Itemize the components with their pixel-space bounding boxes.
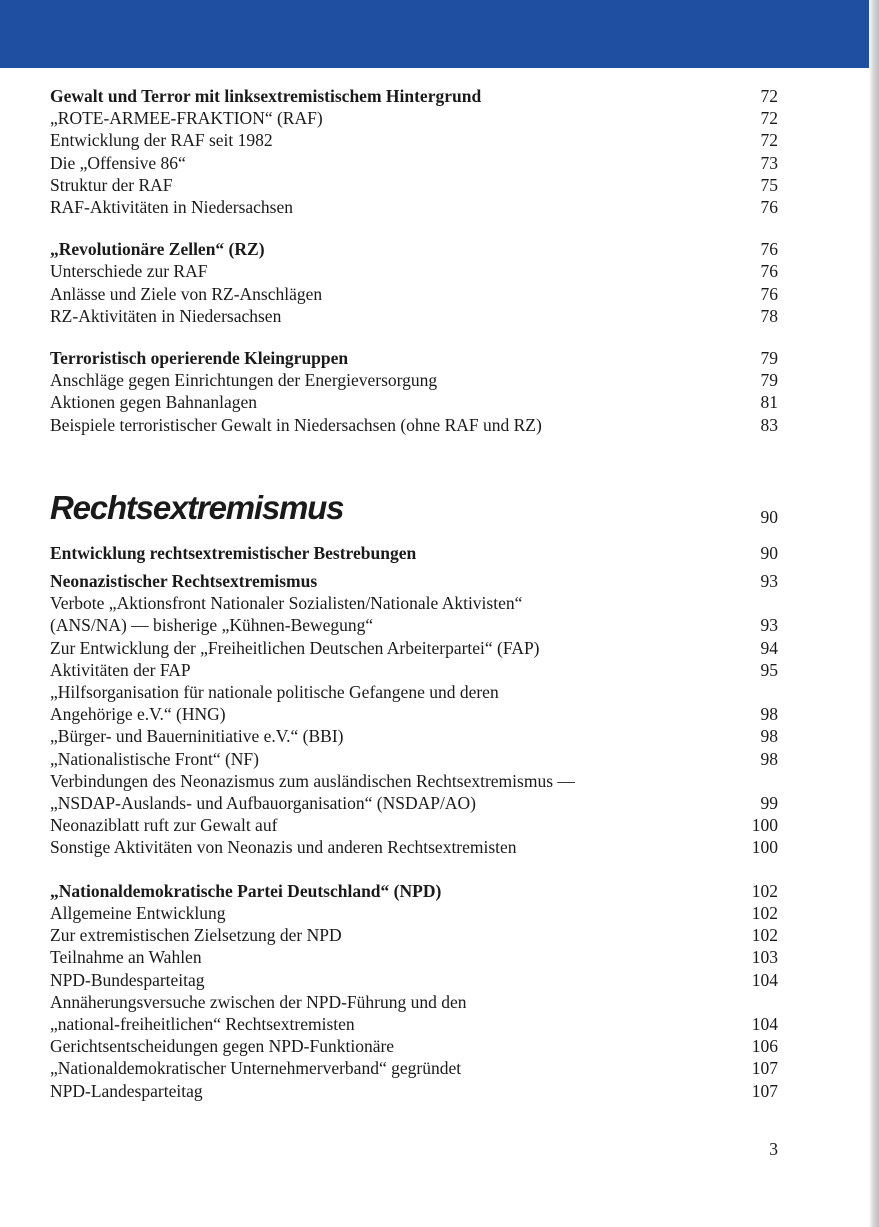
toc-entry-title: Gerichtsentscheidungen gegen NPD-Funktionäre (50, 1036, 395, 1057)
toc-page-number: 98 (760, 748, 778, 769)
toc-entry-first-line (50, 592, 778, 614)
toc-heading-title: Entwicklung rechtsextremistischer Bestrebungen (50, 542, 417, 563)
toc-heading-row (50, 85, 778, 107)
toc-entry-first-line (50, 770, 778, 792)
toc-entry-title: NPD-Bundesparteitag (50, 969, 205, 990)
toc-entry-title: Aktionen gegen Bahnanlagen (50, 392, 258, 413)
toc-entry-title-line: Verbindungen des Neonazismus zum ausländischen Rechtsextremismus — (50, 770, 575, 791)
toc-heading-title: Gewalt und Terror mit linksextremistischem Hintergrund (50, 86, 482, 106)
toc-entry-title: Neonaziblatt ruft zur Gewalt auf (50, 815, 278, 836)
toc-entry (50, 391, 778, 413)
toc-entry (50, 703, 778, 725)
toc-entry (50, 1013, 778, 1035)
toc-entry-title: „national-freiheitlichen“ Rechtsextremisten (50, 1013, 355, 1034)
toc-page-number: 100 (751, 815, 778, 836)
toc-entry-title: Zur extremistischen Zielsetzung der NPD (50, 925, 342, 946)
toc-entry (50, 174, 778, 196)
toc-entry (50, 637, 778, 659)
toc-entry (50, 260, 778, 282)
toc-page-number: 81 (760, 392, 778, 413)
section-heading-row (50, 488, 778, 528)
toc-entry-title-line: Annäherungsversuche zwischen der NPD-Führung und den (50, 991, 467, 1012)
toc-page-number: 76 (760, 261, 778, 282)
toc-entry (50, 924, 778, 946)
toc-page-number: 73 (760, 152, 778, 173)
toc-entry (50, 1035, 778, 1057)
toc-entry (50, 725, 778, 747)
toc-page-number: 76 (760, 283, 778, 304)
toc-page-number: 103 (751, 947, 778, 968)
toc-entry (50, 748, 778, 770)
toc-entry (50, 902, 778, 924)
toc-page-number: 75 (760, 174, 778, 195)
toc-page-number: 98 (760, 704, 778, 725)
toc-entry (50, 969, 778, 991)
toc-entry-title: NPD-Landesparteitag (50, 1080, 203, 1101)
toc-entry (50, 196, 778, 218)
toc-page-number: 78 (760, 305, 778, 326)
toc-entry-title: „ROTE-ARMEE-FRAKTION“ (RAF) (50, 108, 323, 129)
toc-entry-title: Entwicklung der RAF seit 1982 (50, 130, 273, 151)
toc-heading-row (50, 238, 778, 260)
table-of-contents (50, 85, 778, 1102)
toc-entry-title: Unterschiede zur RAF (50, 261, 208, 282)
toc-page-number: 100 (751, 837, 778, 858)
page-edge-shadow (869, 0, 879, 1227)
toc-page-number: 106 (751, 1036, 778, 1057)
toc-page-number: 72 (760, 130, 778, 151)
section-title: Rechtsextremismus (50, 488, 344, 526)
toc-entry (50, 305, 778, 327)
toc-heading-title: „Nationaldemokratische Partei Deutschland“ (NPD) (50, 880, 442, 901)
toc-entry (50, 792, 778, 814)
toc-entry (50, 152, 778, 174)
toc-entry-title: Teilnahme an Wahlen (50, 947, 202, 968)
toc-page-number: 90 (760, 506, 778, 527)
toc-entry-title: Zur Entwicklung der „Freiheitlichen Deutschen Arbeiterpartei“ (FAP) (50, 637, 540, 658)
toc-page-number: 107 (751, 1080, 778, 1101)
toc-page-number: 94 (760, 637, 778, 658)
toc-page-number: 72 (760, 86, 778, 106)
toc-entry-title: Sonstige Aktivitäten von Neonazis und anderen Rechtsextremisten (50, 837, 517, 858)
toc-entry (50, 836, 778, 858)
toc-entry-title: „Nationalistische Front“ (NF) (50, 748, 259, 769)
toc-page-number: 90 (760, 542, 778, 563)
toc-page-number: 102 (751, 880, 778, 901)
toc-page-number: 79 (760, 370, 778, 391)
toc-entry (50, 369, 778, 391)
toc-page-number: 93 (760, 571, 778, 592)
toc-heading-row (50, 347, 778, 369)
toc-page-number: 107 (751, 1058, 778, 1079)
toc-heading-title: Terroristisch operierende Kleingruppen (50, 348, 349, 369)
toc-entry-title: Aktivitäten der FAP (50, 659, 191, 680)
toc-entry-title: „Bürger- und Bauerninitiative e.V.“ (BBI) (50, 726, 344, 747)
toc-entry-title: Angehörige e.V.“ (HNG) (50, 704, 226, 725)
toc-entry-title-line: „Hilfsorganisation für nationale politische Gefangene und deren (50, 682, 499, 703)
toc-heading-title: „Revolutionäre Zellen“ (RZ) (50, 239, 265, 260)
page-number: 3 (769, 1139, 778, 1159)
toc-page-number: 104 (751, 969, 778, 990)
toc-entry-title: Die „Offensive 86“ (50, 152, 186, 173)
toc-page-number: 76 (760, 197, 778, 218)
toc-page-number: 93 (760, 615, 778, 636)
toc-page-number: 76 (760, 239, 778, 260)
toc-entry-first-line (50, 991, 778, 1013)
toc-page-number: 102 (751, 902, 778, 923)
toc-entry (50, 614, 778, 636)
toc-heading-row (50, 542, 778, 564)
toc-page-number: 72 (760, 108, 778, 129)
toc-page-number: 83 (760, 414, 778, 435)
toc-entry-title: Beispiele terroristischer Gewalt in Niedersachsen (ohne RAF und RZ) (50, 414, 542, 435)
toc-entry-first-line (50, 681, 778, 703)
toc-entry-title: „NSDAP-Auslands- und Aufbauorganisation“ (NSDAP/AO) (50, 793, 476, 814)
toc-page-number: 102 (751, 925, 778, 946)
toc-heading-row (50, 880, 778, 902)
toc-heading-row (50, 570, 778, 592)
toc-entry (50, 107, 778, 129)
toc-entry (50, 946, 778, 968)
toc-entry (50, 129, 778, 151)
toc-entry-title: Allgemeine Entwicklung (50, 902, 226, 923)
toc-heading-title: Neonazistischer Rechtsextremismus (50, 571, 318, 592)
toc-entry (50, 814, 778, 836)
toc-entry-title: Anlässe und Ziele von RZ-Anschlägen (50, 283, 323, 304)
header-color-band (0, 0, 879, 68)
toc-entry-title: (ANS/NA) — bisherige „Kühnen-Bewegung“ (50, 615, 374, 636)
toc-entry (50, 659, 778, 681)
toc-entry-title: RAF-Aktivitäten in Niedersachsen (50, 197, 294, 218)
toc-entry (50, 1080, 778, 1102)
toc-entry-title: „Nationaldemokratischer Unternehmerverband“ gegründet (50, 1058, 462, 1079)
toc-page-number: 79 (760, 348, 778, 369)
toc-page-number: 99 (760, 793, 778, 814)
toc-entry-title: Anschläge gegen Einrichtungen der Energieversorgung (50, 370, 438, 391)
toc-page-number: 98 (760, 726, 778, 747)
toc-entry-title-line: Verbote „Aktionsfront Nationaler Sozialisten/Nationale Aktivisten“ (50, 593, 523, 614)
toc-page-number: 104 (751, 1013, 778, 1034)
toc-entry (50, 1057, 778, 1079)
toc-entry-title: RZ-Aktivitäten in Niedersachsen (50, 305, 282, 326)
toc-entry-title: Struktur der RAF (50, 174, 173, 195)
toc-entry (50, 414, 778, 436)
toc-page-number: 95 (760, 659, 778, 680)
toc-entry (50, 283, 778, 305)
